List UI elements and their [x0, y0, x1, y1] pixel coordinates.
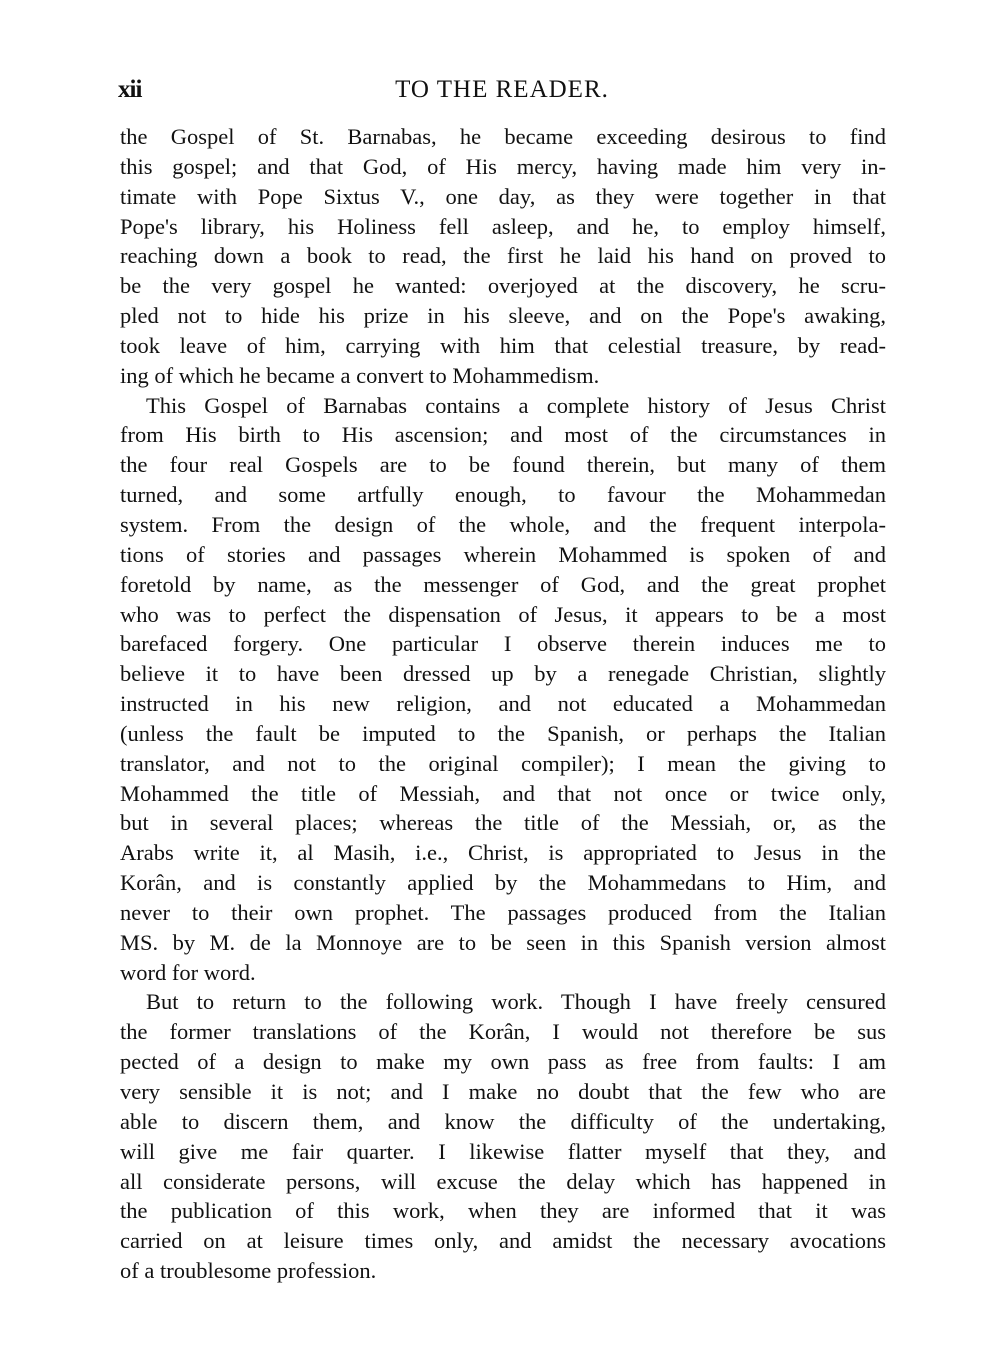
page-number: xii: [118, 76, 142, 103]
text-line: word for word.: [120, 959, 256, 985]
text-line: took leave of him, carrying with him that celestial treasure, by read-: [120, 332, 886, 358]
text-line: foretold by name, as the messenger of God, and the great prophet: [120, 571, 886, 597]
text-line: reaching down a book to read, the first he laid his hand on proved to: [120, 243, 886, 269]
text-line: who was to perfect the dispensation of Jesus, it appears to be a most: [120, 601, 886, 627]
text-line: timate with Pope Sixtus V., one day, as they were together in that: [120, 183, 886, 209]
text-line: system. From the design of the whole, and the frequent interpola-: [120, 511, 886, 537]
text-line: MS. by M. de la Monnoye are to be seen in this Spanish version almost: [120, 929, 886, 955]
text-line: Arabs write it, al Masih, i.e., Christ, is appropriated to Jesus in the: [120, 840, 886, 866]
text-line: will give me fair quarter. I likewise flatter myself that they, and: [120, 1138, 886, 1164]
text-line: pected of a design to make my own pass as free from faults: I am: [120, 1049, 886, 1075]
text-line: translator, and not to the original compiler); I mean the giving to: [120, 750, 886, 776]
text-line: This Gospel of Barnabas contains a complete history of Jesus Christ: [146, 392, 886, 418]
text-line: the publication of this work, when they are informed that it was: [120, 1198, 886, 1224]
text-line: the Gospel of St. Barnabas, he became exceeding desirous to find: [120, 124, 886, 149]
text-line: but in several places; whereas the title of the Messiah, or, as the: [120, 810, 886, 836]
text-line: pled not to hide his prize in his sleeve, and on the Pope's awaking,: [120, 303, 886, 329]
text-line: all considerate persons, will excuse the delay which has happened in: [120, 1168, 886, 1194]
text-line: of a troublesome profession.: [120, 1258, 377, 1284]
text-line: But to return to the following work. Though I have freely censured: [146, 989, 886, 1015]
text-line: Mohammed the title of Messiah, and that not once or twice only,: [120, 780, 886, 806]
text-line: Pope's library, his Holiness fell asleep, and he, to employ himself,: [120, 213, 886, 239]
text-line: never to their own prophet. The passages produced from the Italian: [120, 899, 886, 925]
text-line: believe it to have been dressed up by a renegade Christian, slightly: [120, 661, 886, 687]
text-line: from His birth to His ascension; and most of the circumstances in: [120, 422, 886, 448]
text-line: turned, and some artfully enough, to favour the Mohammedan: [120, 482, 886, 508]
text-line: the former translations of the Korân, I would not therefore be sus: [120, 1019, 886, 1045]
text-line: the four real Gospels are to be found therein, but many of them: [120, 452, 886, 478]
text-line: able to discern them, and know the difficulty of the undertaking,: [120, 1108, 886, 1134]
text-line: (unless the fault be imputed to the Spanish, or perhaps the Italian: [120, 720, 886, 746]
text-line: this gospel; and that God, of His mercy, having made him very in-: [120, 153, 886, 179]
running-title: TO THE READER.: [395, 76, 609, 103]
text-line: be the very gospel he wanted: overjoyed at the discovery, he scru-: [120, 273, 886, 299]
text-line: instructed in his new religion, and not educated a Mohammedan: [120, 691, 886, 717]
text-line: carried on at leisure times only, and amidst the necessary avocations: [120, 1228, 886, 1254]
text-line: very sensible it is not; and I make no doubt that the few who are: [120, 1079, 886, 1104]
text-line: barefaced forgery. One particular I observe therein induces me to: [120, 631, 886, 657]
running-head: [118, 76, 886, 106]
text-line: Korân, and is constantly applied by the Mohammedans to Him, and: [120, 870, 886, 896]
body-text: [120, 122, 886, 1286]
text-line: tions of stories and passages wherein Mohammed is spoken of and: [120, 541, 886, 567]
text-line: ing of which he became a convert to Mohammedism.: [120, 362, 600, 388]
